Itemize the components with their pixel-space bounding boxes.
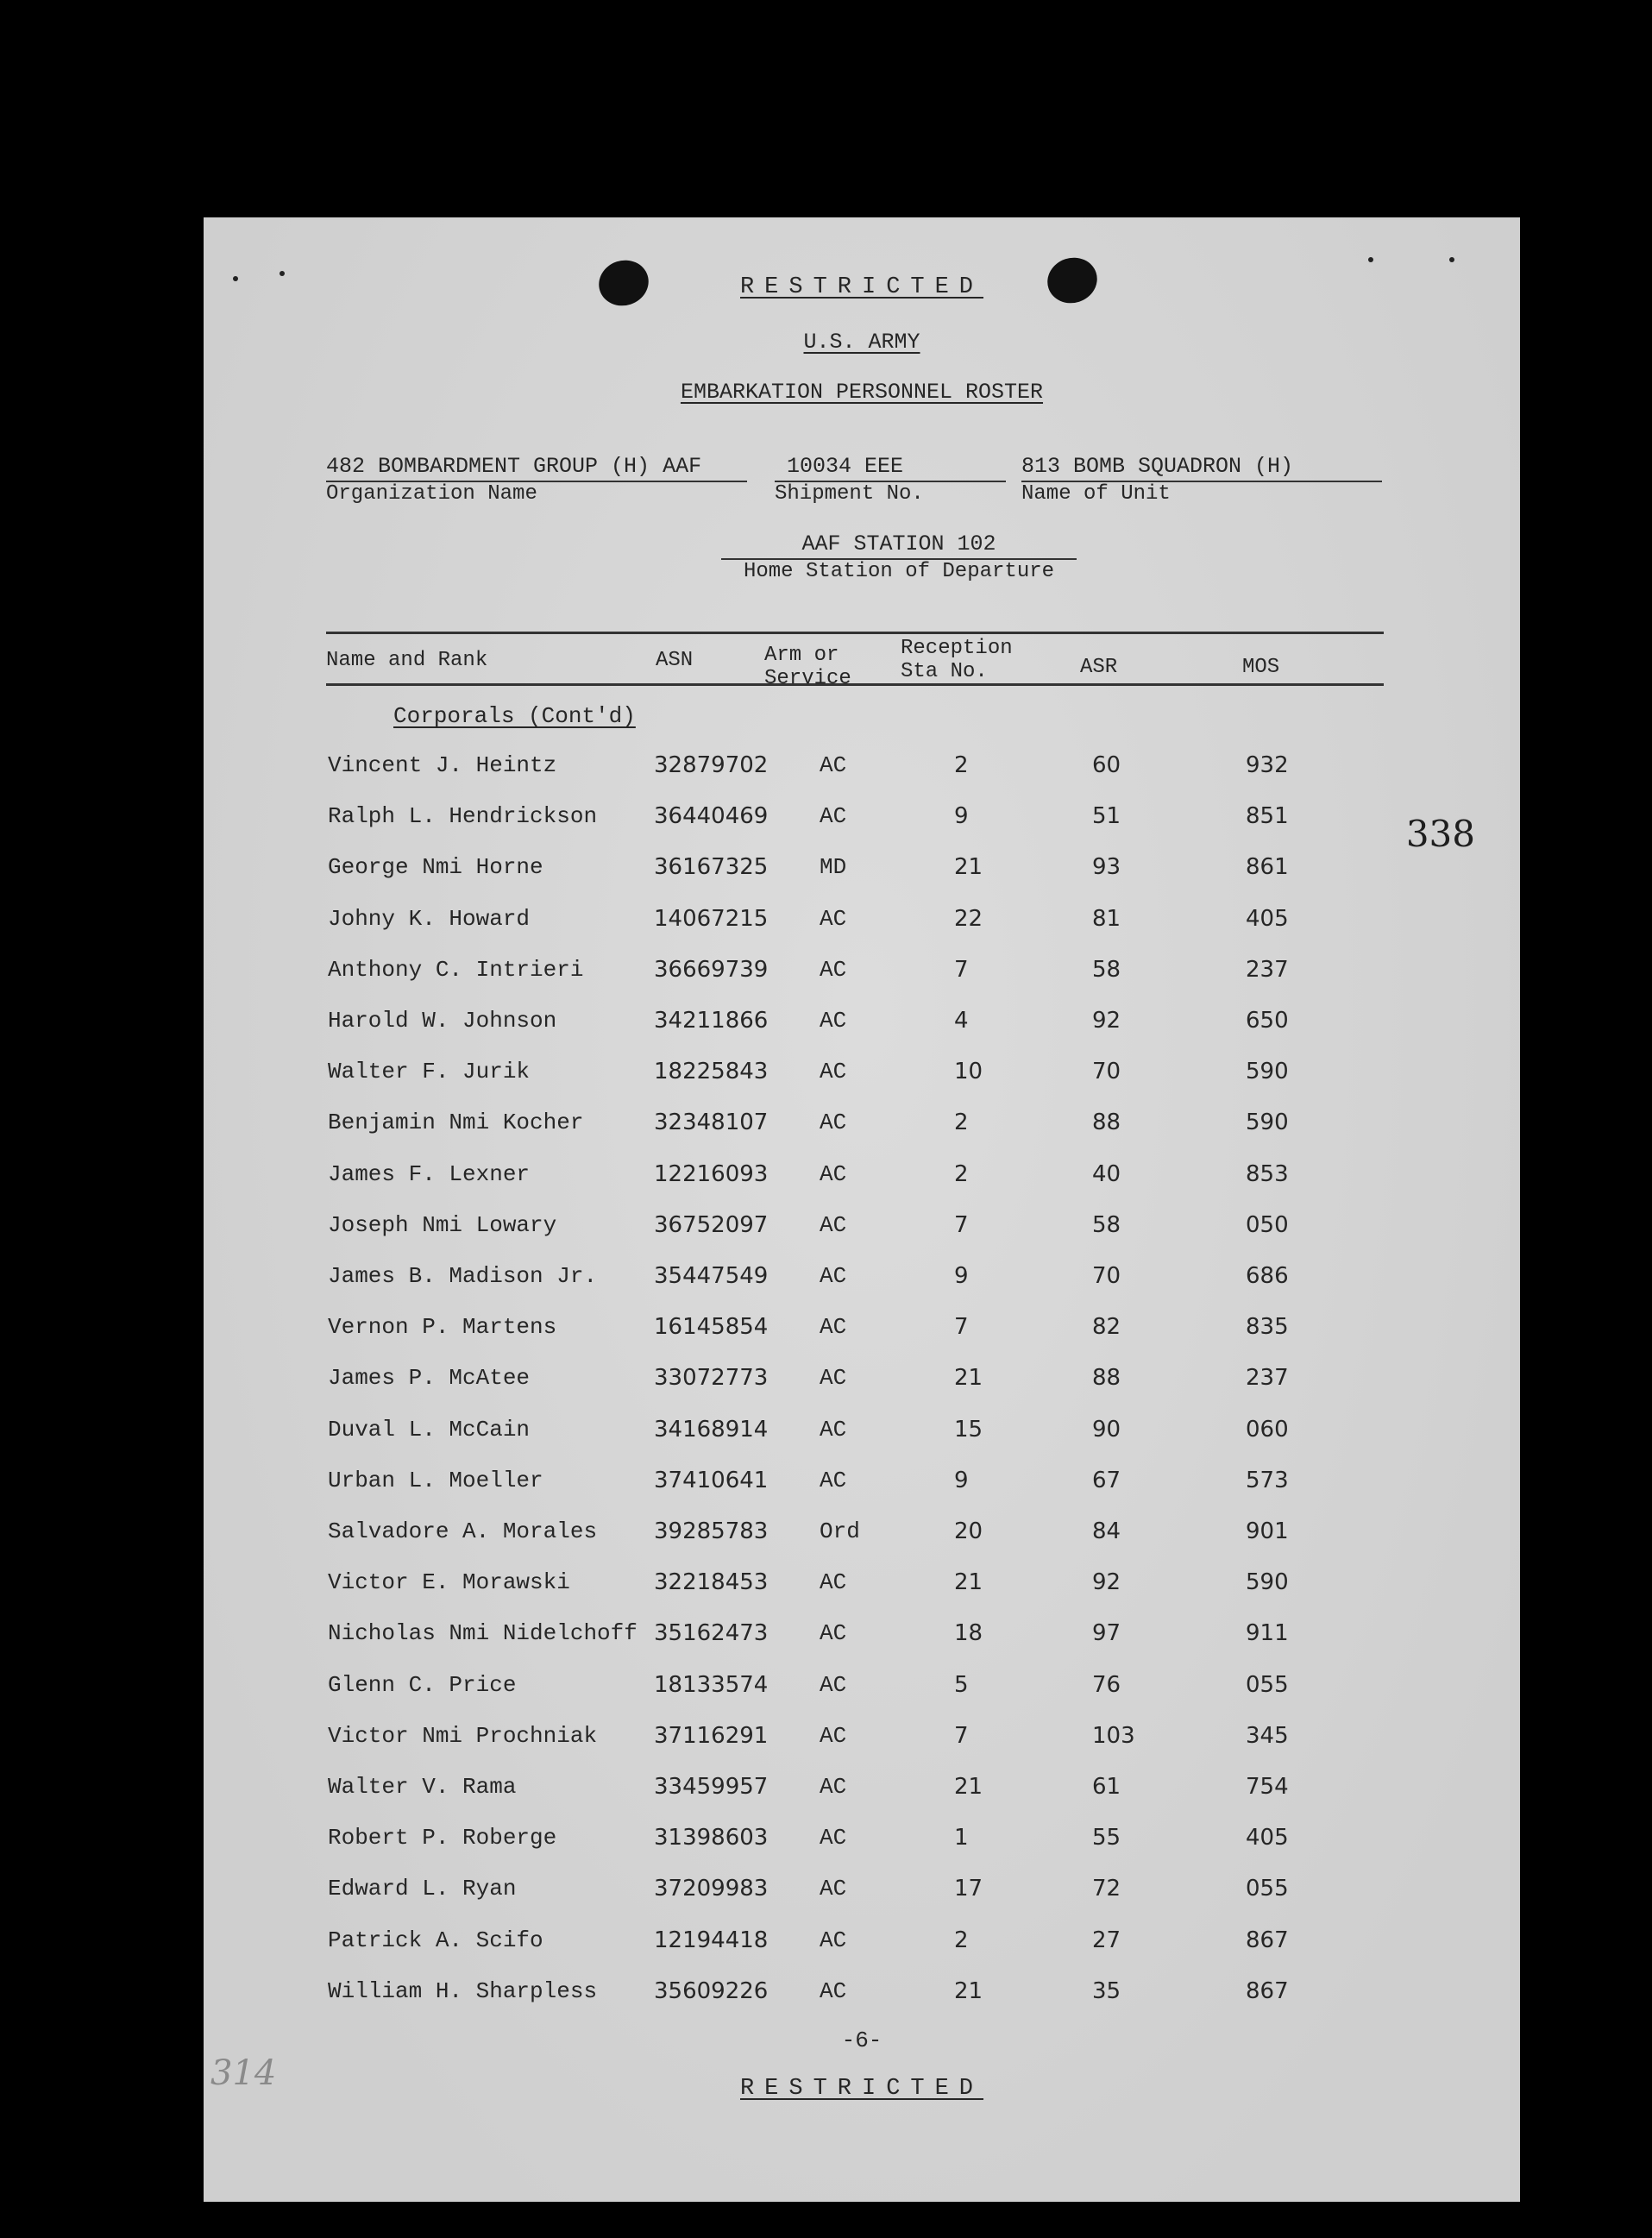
table-row xyxy=(204,1417,1520,1451)
mos-value: 590 xyxy=(1246,1110,1289,1135)
asn-value: 39285783 xyxy=(654,1518,769,1544)
asr-value: 67 xyxy=(1092,1468,1121,1493)
asr-value: 58 xyxy=(1092,1212,1121,1238)
roster-title: EMBARKATION PERSONNEL ROSTER xyxy=(680,380,1044,405)
speck xyxy=(1449,257,1454,262)
asr-value: 58 xyxy=(1092,957,1121,983)
col-reception-header-line1: Reception xyxy=(901,637,1013,660)
person-name: James F. Lexner xyxy=(328,1161,531,1187)
organization-field xyxy=(326,454,747,506)
person-name: Victor E. Morawski xyxy=(328,1569,570,1595)
mos-value: 650 xyxy=(1246,1008,1289,1034)
arm-service-value: AC xyxy=(820,957,847,983)
reception-station-value: 7 xyxy=(954,957,969,983)
arm-service-value: AC xyxy=(820,1161,847,1187)
table-row xyxy=(204,1927,1520,1962)
table-row xyxy=(204,1978,1520,2013)
person-name: Anthony C. Intrieri xyxy=(328,957,584,983)
arm-service-value: AC xyxy=(820,1263,847,1289)
person-name: Salvadore A. Morales xyxy=(328,1518,598,1544)
asn-value: 36167325 xyxy=(654,854,769,880)
shipment-field xyxy=(775,454,1006,506)
arm-service-value: AC xyxy=(820,1417,847,1443)
mos-value: 590 xyxy=(1246,1059,1289,1084)
table-row xyxy=(204,1008,1520,1042)
unit-value: 813 BOMB SQUADRON (H) xyxy=(1021,454,1382,482)
reception-station-value: 18 xyxy=(954,1620,983,1646)
col-reception-header xyxy=(901,637,1013,683)
arm-service-value: AC xyxy=(820,1314,847,1340)
home-station-label: Home Station of Departure xyxy=(743,560,1055,583)
arm-service-value: AC xyxy=(820,1212,847,1238)
asn-value: 18225843 xyxy=(654,1059,769,1084)
mos-value: 050 xyxy=(1246,1212,1289,1238)
mos-value: 901 xyxy=(1246,1518,1289,1544)
arm-service-value: AC xyxy=(820,1978,847,2004)
mos-value: 853 xyxy=(1246,1161,1289,1187)
mos-value: 867 xyxy=(1246,1927,1289,1953)
reception-station-value: 15 xyxy=(954,1417,983,1443)
shipment-label: Shipment No. xyxy=(775,482,924,506)
person-name: James P. McAtee xyxy=(328,1365,531,1391)
margin-stamp-number: 338 xyxy=(1405,813,1475,855)
reception-station-value: 2 xyxy=(954,1161,969,1187)
arm-service-value: AC xyxy=(820,906,847,932)
section-title: Corporals (Cont'd) xyxy=(393,703,636,729)
organization-label: Organization Name xyxy=(326,482,537,506)
speck xyxy=(1368,257,1373,262)
mos-value: 851 xyxy=(1246,803,1289,829)
asn-value: 12216093 xyxy=(654,1161,769,1187)
table-row xyxy=(204,1212,1520,1247)
table-row xyxy=(204,906,1520,940)
arm-service-value: AC xyxy=(820,1569,847,1595)
table-row xyxy=(204,1468,1520,1502)
table-row xyxy=(204,1672,1520,1707)
arm-service-value: AC xyxy=(820,1672,847,1698)
asr-value: 76 xyxy=(1092,1672,1121,1698)
table-row xyxy=(204,1161,1520,1196)
reception-station-value: 10 xyxy=(954,1059,983,1084)
asr-value: 60 xyxy=(1092,752,1121,778)
home-station-field xyxy=(721,531,1077,583)
person-name: Glenn C. Price xyxy=(328,1672,517,1698)
reception-station-value: 2 xyxy=(954,1927,969,1953)
mos-value: 867 xyxy=(1246,1978,1289,2004)
mos-value: 237 xyxy=(1246,1365,1289,1391)
person-name: Benjamin Nmi Kocher xyxy=(328,1110,584,1135)
arm-service-value: AC xyxy=(820,803,847,829)
home-station-value: AAF STATION 102 xyxy=(721,531,1077,560)
reception-station-value: 22 xyxy=(954,906,983,932)
document-page xyxy=(204,217,1520,2202)
mos-value: 932 xyxy=(1246,752,1289,778)
arm-service-value: AC xyxy=(820,1365,847,1391)
asn-value: 18133574 xyxy=(654,1672,769,1698)
pencil-note: 314 xyxy=(210,2053,277,2093)
reception-station-value: 21 xyxy=(954,1569,983,1595)
person-name: Johny K. Howard xyxy=(328,906,531,932)
table-header-rule xyxy=(326,683,1384,686)
reception-station-value: 2 xyxy=(954,752,969,778)
col-asn-header: ASN xyxy=(656,649,694,672)
unit-field xyxy=(1021,454,1382,506)
reception-station-value: 7 xyxy=(954,1314,969,1340)
person-name: Walter F. Jurik xyxy=(328,1059,531,1084)
arm-service-value: AC xyxy=(820,1008,847,1034)
asn-value: 36440469 xyxy=(654,803,769,829)
asr-value: 82 xyxy=(1092,1314,1121,1340)
mos-value: 573 xyxy=(1246,1468,1289,1493)
mos-value: 835 xyxy=(1246,1314,1289,1340)
asr-value: 93 xyxy=(1092,854,1121,880)
table-row xyxy=(204,1723,1520,1757)
reception-station-value: 7 xyxy=(954,1212,969,1238)
reception-station-value: 2 xyxy=(954,1110,969,1135)
arm-service-value: AC xyxy=(820,752,847,778)
person-name: Ralph L. Hendrickson xyxy=(328,803,598,829)
arm-service-value: AC xyxy=(820,1723,847,1749)
arm-service-value: MD xyxy=(820,854,847,880)
asr-value: 84 xyxy=(1092,1518,1121,1544)
arm-service-value: AC xyxy=(820,1620,847,1646)
mos-value: 861 xyxy=(1246,854,1289,880)
mos-value: 055 xyxy=(1246,1672,1289,1698)
person-name: Robert P. Roberge xyxy=(328,1825,557,1851)
asn-value: 37209983 xyxy=(654,1876,769,1902)
asn-value: 12194418 xyxy=(654,1927,769,1953)
page-number: -6- xyxy=(841,2027,883,2053)
person-name: George Nmi Horne xyxy=(328,854,543,880)
asr-value: 70 xyxy=(1092,1263,1121,1289)
reception-station-value: 9 xyxy=(954,803,969,829)
table-row xyxy=(204,1774,1520,1808)
person-name: Walter V. Rama xyxy=(328,1774,517,1800)
asr-value: 55 xyxy=(1092,1825,1121,1851)
col-asr-header: ASR xyxy=(1080,656,1118,679)
table-row xyxy=(204,1569,1520,1604)
asr-value: 35 xyxy=(1092,1978,1121,2004)
asn-value: 33072773 xyxy=(654,1365,769,1391)
mos-value: 405 xyxy=(1246,906,1289,932)
mos-value: 590 xyxy=(1246,1569,1289,1595)
table-top-rule xyxy=(326,632,1384,634)
reception-station-value: 5 xyxy=(954,1672,969,1698)
reception-station-value: 21 xyxy=(954,854,983,880)
arm-service-value: AC xyxy=(820,1774,847,1800)
asn-value: 14067215 xyxy=(654,906,769,932)
person-name: Harold W. Johnson xyxy=(328,1008,557,1034)
person-name: Edward L. Ryan xyxy=(328,1876,517,1902)
table-row xyxy=(204,1314,1520,1348)
asr-value: 81 xyxy=(1092,906,1121,932)
asr-value: 88 xyxy=(1092,1110,1121,1135)
table-row xyxy=(204,1263,1520,1298)
arm-service-value: AC xyxy=(820,1468,847,1493)
reception-station-value: 21 xyxy=(954,1365,983,1391)
asn-value: 34211866 xyxy=(654,1008,769,1034)
asr-value: 88 xyxy=(1092,1365,1121,1391)
asr-value: 92 xyxy=(1092,1008,1121,1034)
reception-station-value: 4 xyxy=(954,1008,969,1034)
shipment-value: 10034 EEE xyxy=(775,454,1006,482)
asr-value: 27 xyxy=(1092,1927,1121,1953)
mos-value: 911 xyxy=(1246,1620,1289,1646)
reception-station-value: 7 xyxy=(954,1723,969,1749)
reception-station-value: 20 xyxy=(954,1518,983,1544)
asr-value: 40 xyxy=(1092,1161,1121,1187)
classification-footer: RESTRICTED xyxy=(739,2076,984,2102)
agency-title: U.S. ARMY xyxy=(803,330,920,355)
col-arm-header-line1: Arm or xyxy=(764,644,839,667)
person-name: Duval L. McCain xyxy=(328,1417,531,1443)
arm-service-value: AC xyxy=(820,1876,847,1902)
mos-value: 237 xyxy=(1246,957,1289,983)
mos-value: 345 xyxy=(1246,1723,1289,1749)
col-name-header: Name and Rank xyxy=(326,649,488,672)
asn-value: 33459957 xyxy=(654,1774,769,1800)
person-name: Patrick A. Scifo xyxy=(328,1927,543,1953)
organization-value: 482 BOMBARDMENT GROUP (H) AAF xyxy=(326,454,747,482)
table-row xyxy=(204,957,1520,991)
asn-value: 35609226 xyxy=(654,1978,769,2004)
asn-value: 35162473 xyxy=(654,1620,769,1646)
reception-station-value: 9 xyxy=(954,1263,969,1289)
person-name: Vernon P. Martens xyxy=(328,1314,557,1340)
asn-value: 32218453 xyxy=(654,1569,769,1595)
table-row xyxy=(204,1825,1520,1859)
col-arm-header-line2: Service xyxy=(764,667,851,690)
arm-service-value: AC xyxy=(820,1927,847,1953)
person-name: Victor Nmi Prochniak xyxy=(328,1723,598,1749)
asr-value: 90 xyxy=(1092,1417,1121,1443)
mos-value: 754 xyxy=(1246,1774,1289,1800)
asr-value: 97 xyxy=(1092,1620,1121,1646)
asn-value: 31398603 xyxy=(654,1825,769,1851)
table-row xyxy=(204,1518,1520,1553)
asn-value: 36669739 xyxy=(654,957,769,983)
arm-service-value: AC xyxy=(820,1825,847,1851)
table-row xyxy=(204,752,1520,787)
mos-value: 055 xyxy=(1246,1876,1289,1902)
reception-station-value: 21 xyxy=(954,1978,983,2004)
person-name: Nicholas Nmi Nidelchoff xyxy=(328,1620,638,1646)
table-row xyxy=(204,1059,1520,1093)
arm-service-value: AC xyxy=(820,1059,847,1084)
reception-station-value: 9 xyxy=(954,1468,969,1493)
classification-header: RESTRICTED xyxy=(739,274,984,300)
asn-value: 16145854 xyxy=(654,1314,769,1340)
arm-service-value: Ord xyxy=(820,1518,860,1544)
arm-service-value: AC xyxy=(820,1110,847,1135)
asr-value: 103 xyxy=(1092,1723,1135,1749)
reception-station-value: 21 xyxy=(954,1774,983,1800)
col-reception-header-line2: Sta No. xyxy=(901,660,988,683)
table-row xyxy=(204,1110,1520,1144)
person-name: Joseph Nmi Lowary xyxy=(328,1212,557,1238)
asn-value: 34168914 xyxy=(654,1417,769,1443)
table-row xyxy=(204,1620,1520,1655)
table-row xyxy=(204,803,1520,838)
person-name: William H. Sharpless xyxy=(328,1978,598,2004)
asr-value: 70 xyxy=(1092,1059,1121,1084)
mos-value: 060 xyxy=(1246,1417,1289,1443)
table-row xyxy=(204,854,1520,889)
asn-value: 37116291 xyxy=(654,1723,769,1749)
table-row xyxy=(204,1876,1520,1910)
asn-value: 36752097 xyxy=(654,1212,769,1238)
mos-value: 686 xyxy=(1246,1263,1289,1289)
asr-value: 61 xyxy=(1092,1774,1121,1800)
person-name: Vincent J. Heintz xyxy=(328,752,557,778)
reception-station-value: 1 xyxy=(954,1825,969,1851)
asn-value: 37410641 xyxy=(654,1468,769,1493)
asr-value: 72 xyxy=(1092,1876,1121,1902)
asn-value: 35447549 xyxy=(654,1263,769,1289)
asr-value: 51 xyxy=(1092,803,1121,829)
asn-value: 32879702 xyxy=(654,752,769,778)
mos-value: 405 xyxy=(1246,1825,1289,1851)
unit-label: Name of Unit xyxy=(1021,482,1171,506)
person-name: James B. Madison Jr. xyxy=(328,1263,598,1289)
asr-value: 92 xyxy=(1092,1569,1121,1595)
asn-value: 32348107 xyxy=(654,1110,769,1135)
person-name: Urban L. Moeller xyxy=(328,1468,543,1493)
reception-station-value: 17 xyxy=(954,1876,983,1902)
table-row xyxy=(204,1365,1520,1399)
col-mos-header: MOS xyxy=(1242,656,1280,679)
